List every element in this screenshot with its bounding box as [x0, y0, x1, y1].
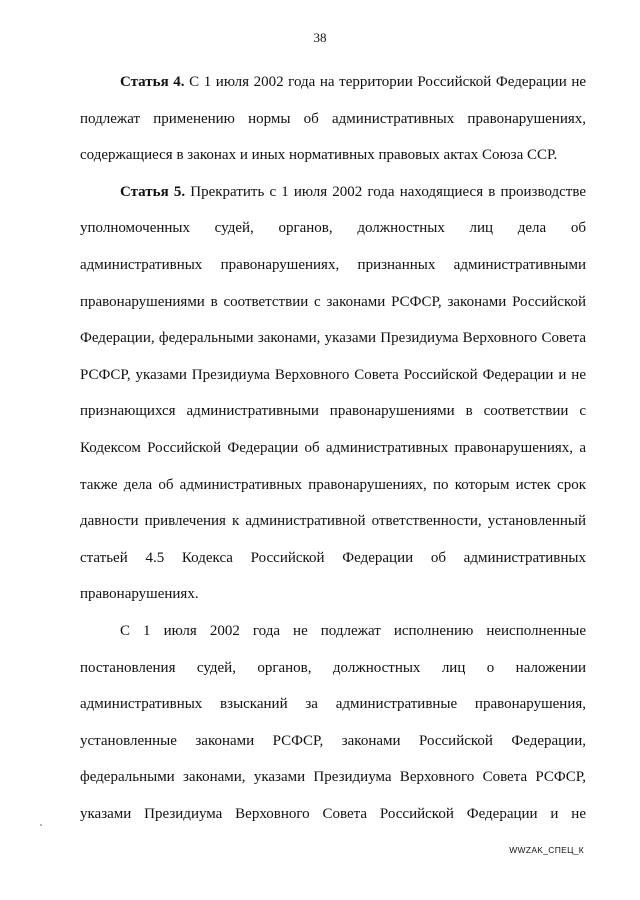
article-5-label: Статья 5. [120, 183, 186, 200]
article-4-label: Статья 4. [120, 74, 185, 90]
footer-document-code: WWZAK_СПЕЦ_К [509, 845, 584, 855]
article-4-paragraph [80, 64, 586, 174]
article-5-paragraph [80, 174, 586, 613]
document-body [80, 64, 586, 832]
scan-speck [40, 824, 42, 826]
article-5-text: Прекратить с 1 июля 2002 года находящиеся в производстве уполномоченных судей, органов, должностных лиц дела об административных правонарушениях, признанных административными правонарушениями в соответствии с законами РСФСР, законами Российской Федерации, федеральными законами, указами Президиума Верховного Совета РСФСР, указами Президиума Верховного Совета Российской Федерации и не признающихся административными правонарушениями в соответствии с Кодексом Российской Федерации об административных правонарушениях, а также дела об административных правонарушениях, по которым истек срок давности привлечения к административной ответственности, установленный статьей 4.5 Кодекса Российской Федерации об административных правонарушениях. [80, 183, 587, 603]
paragraph-3-text: С 1 июля 2002 года не подлежат исполнению неисполненные постановления судей, органов, должностных лиц о наложении административных взысканий за административные правонарушения, установленные законами РСФСР, законами Российской Федерации, федеральными законами, указами Президиума Верховного Совета РСФСР, указами Президиума Верховного Совета Российской Федерации и не [80, 622, 586, 822]
page-number: 38 [313, 30, 327, 45]
article-4-text: С 1 июля 2002 года на территории Российской Федерации не подлежат применению нормы об административных правонарушениях, содержащиеся в законах и иных нормативных правовых актах Союза ССР. [80, 74, 586, 164]
article-5-continuation-paragraph [80, 613, 586, 833]
